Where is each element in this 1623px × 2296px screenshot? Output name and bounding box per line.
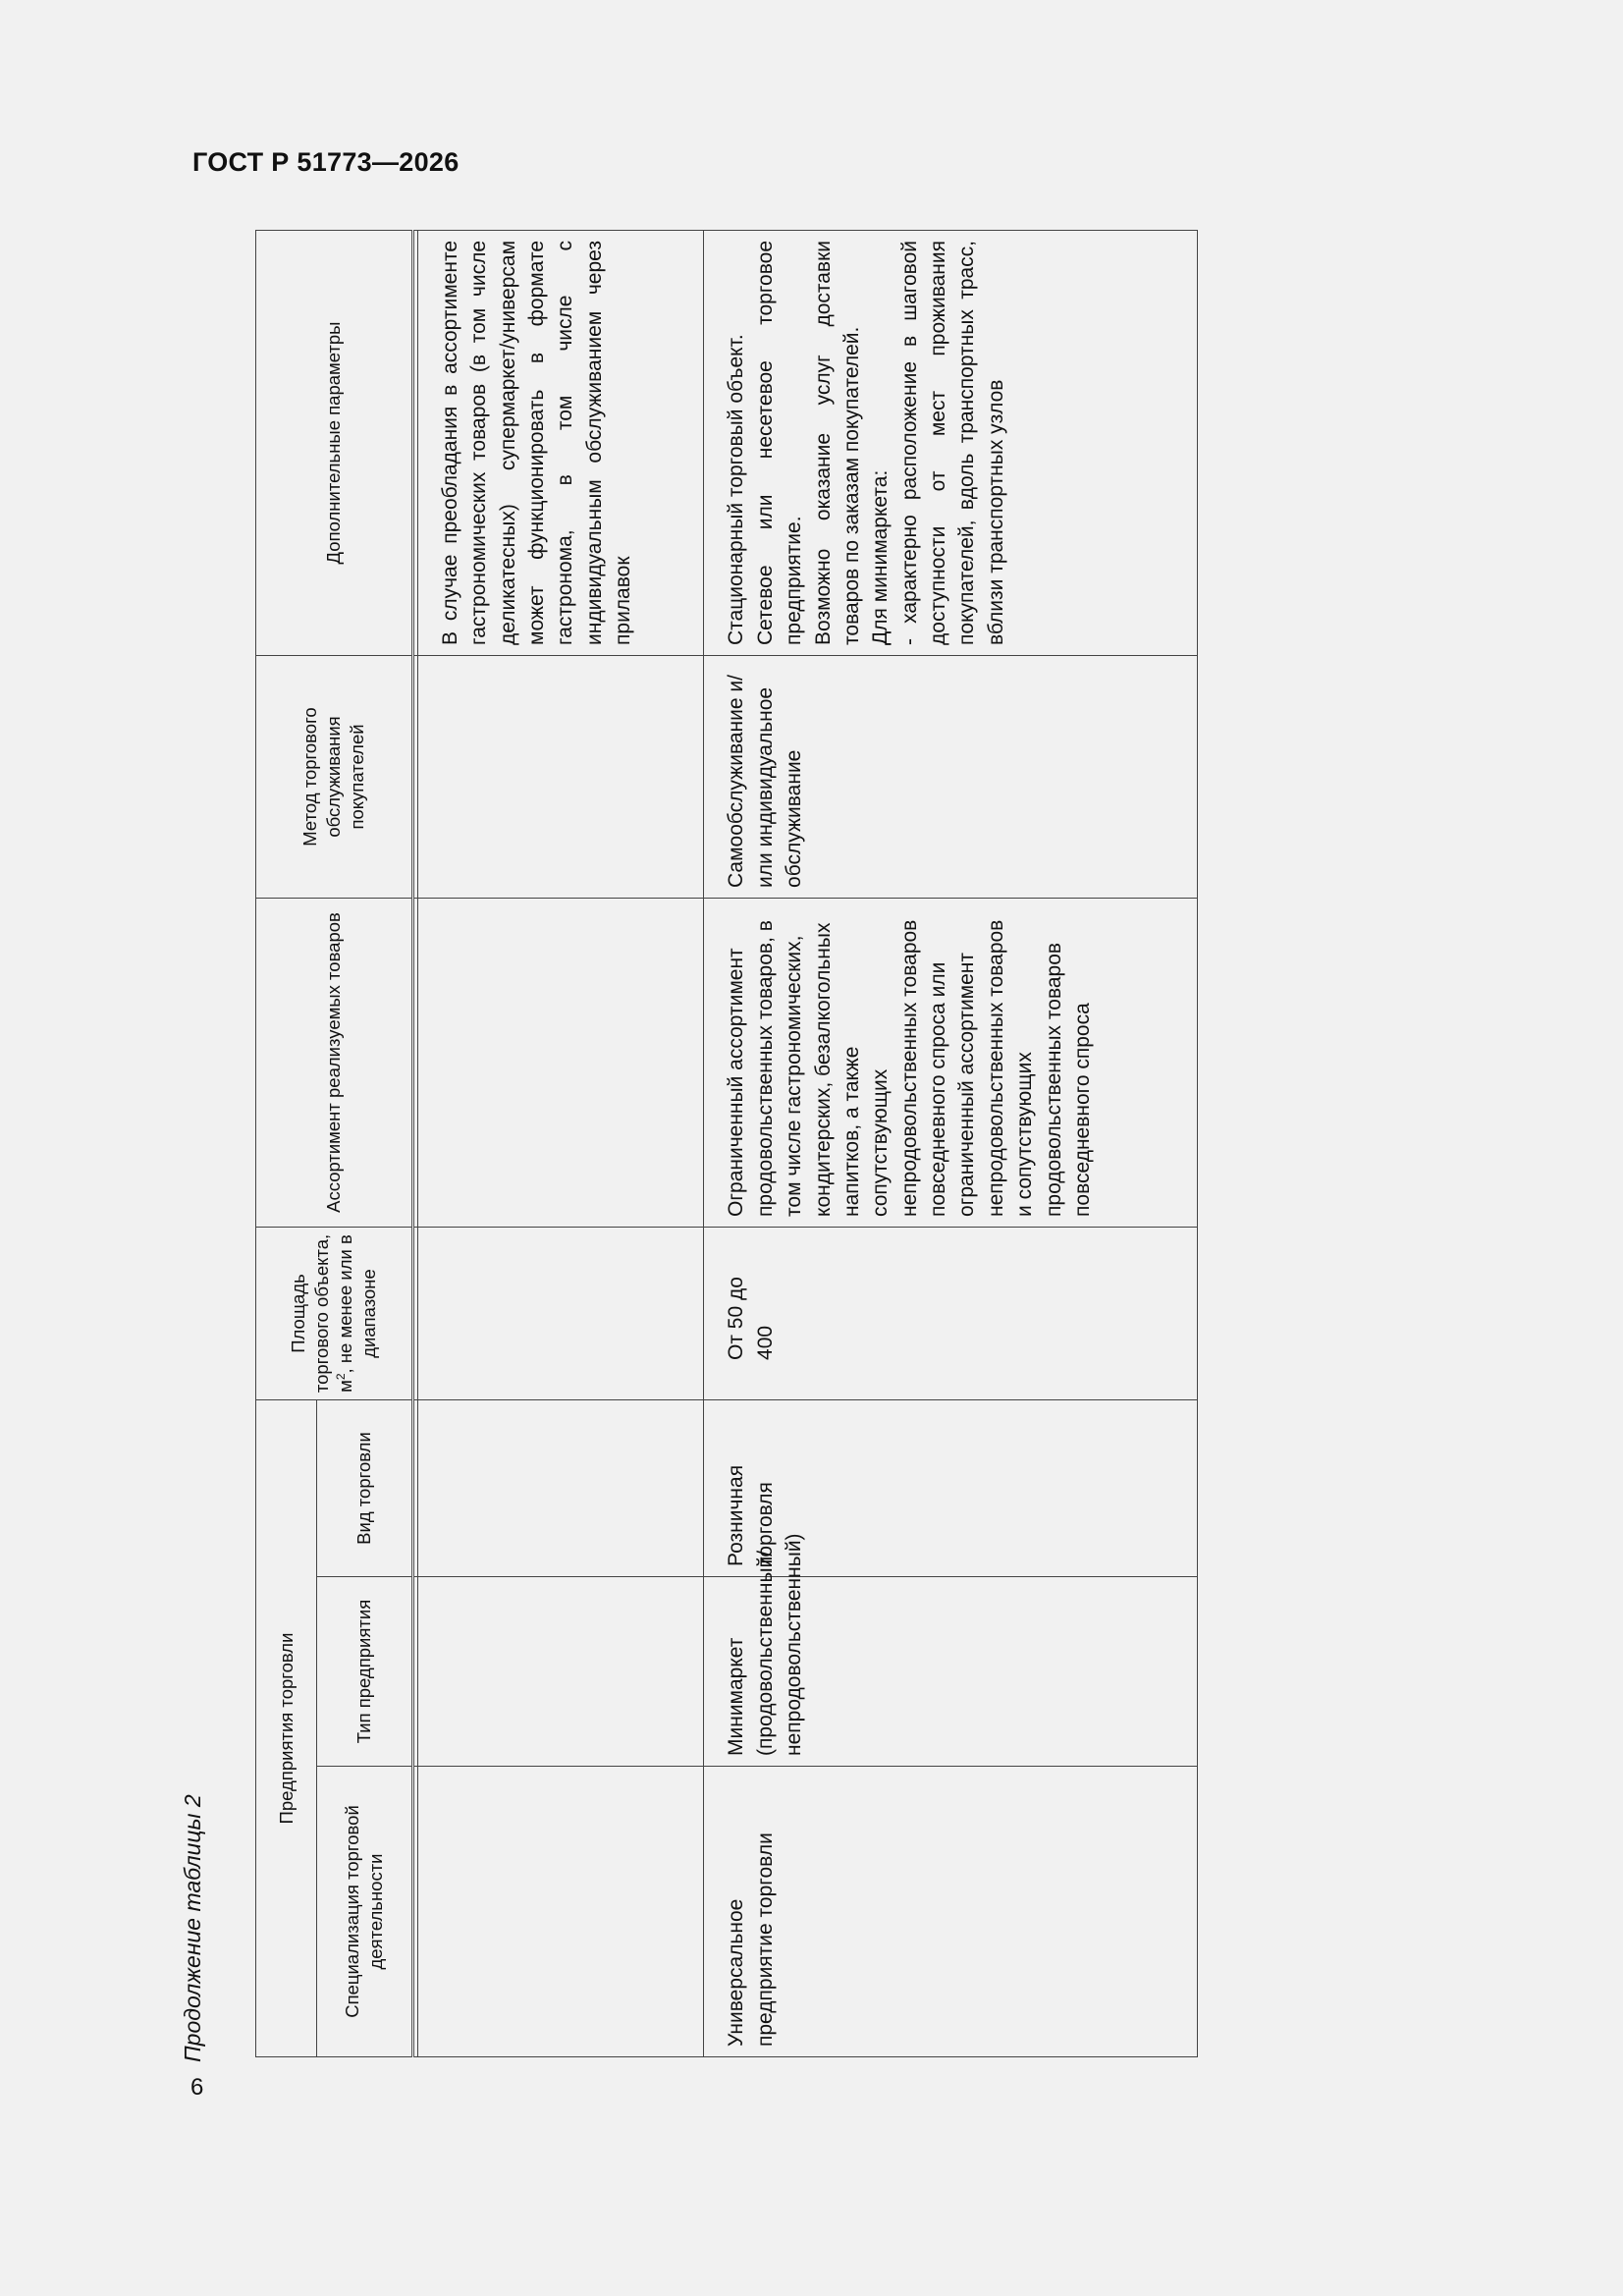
page-number: 6 [190,2074,204,2101]
cell-type: Минимаркет (продовольственный/ непродовольственный) [704,1577,1198,1767]
cell-specialization [417,1767,704,2057]
cell-area [417,1227,704,1399]
cell-assortment: Ограниченный ассортимент продовольственных товаров, в том числе гастрономических, кондитерских, безалкогольных напитков, а также сопутствующих непродовольственных товаров повседневного спроса или ограниченный ассортимент непродовольственных товаров и сопутствующих продовольственных товаров повседневного спроса [704,898,1198,1227]
document-title: ГОСТ Р 51773—2026 [192,147,460,177]
col-header-assortment: Ассортимент реализуемых товаров [256,898,413,1227]
extra-line: Сетевое или несетевое торговое предприятие. [753,240,806,645]
area-header-text: Площадь торгового объекта, м [287,1233,355,1394]
cell-trade-kind: Розничная торговля [704,1399,1198,1576]
trade-enterprises-table [255,230,1198,2057]
col-header-extra: Дополнительные параметры [256,230,413,655]
col-header-area [256,1227,413,1399]
extra-line: Стационарный торговый объект. [725,334,748,645]
col-header-specialization: Специализация торговой деятельности [317,1767,413,2057]
cell-trade-kind [417,1399,704,1576]
table-row [417,230,704,2056]
header-row-group [256,230,317,2056]
extra-line: Возможно оказание услуг доставки товаров по заказам покупателей. [811,240,863,645]
cell-specialization: Универсальное предприятие торговли [704,1767,1198,2057]
extra-line: Для минимаркета: [869,469,893,645]
area-header-tail: , не менее или в диапазоне [334,1234,380,1374]
rotated-table-container [255,231,1198,2057]
group-header-enterprises: Предприятия торговли [256,1399,317,2056]
cell-method [417,655,704,898]
table-continuation-caption: Продолжение таблицы 2 [180,1794,205,2062]
col-header-trade-kind: Вид торговли [317,1399,413,1576]
cell-type [417,1577,704,1767]
cell-extra: В случае преобладания в ассортименте гастрономических товаров (в том числе деликатесных) супермаркет/универсам может функционировать в формате гастронома, в том числе с индивидуальным обслуживанием через прилавок [417,230,704,655]
col-header-method: Метод торгового обслуживания покупателей [256,655,413,898]
table-row [704,230,1198,2056]
cell-extra [704,230,1198,655]
extra-line: - характерно расположение в шаговой доступности от мест проживания покупателей, вдоль транспортных трасс, вблизи транспортных узлов [897,240,1007,645]
col-header-type: Тип предприятия [317,1577,413,1767]
cell-area: От 50 до 400 [704,1227,1198,1399]
area-header-sup: 2 [333,1373,348,1381]
cell-assortment [417,898,704,1227]
cell-method: Самообслуживание и/или индивидуальное обслуживание [704,655,1198,898]
